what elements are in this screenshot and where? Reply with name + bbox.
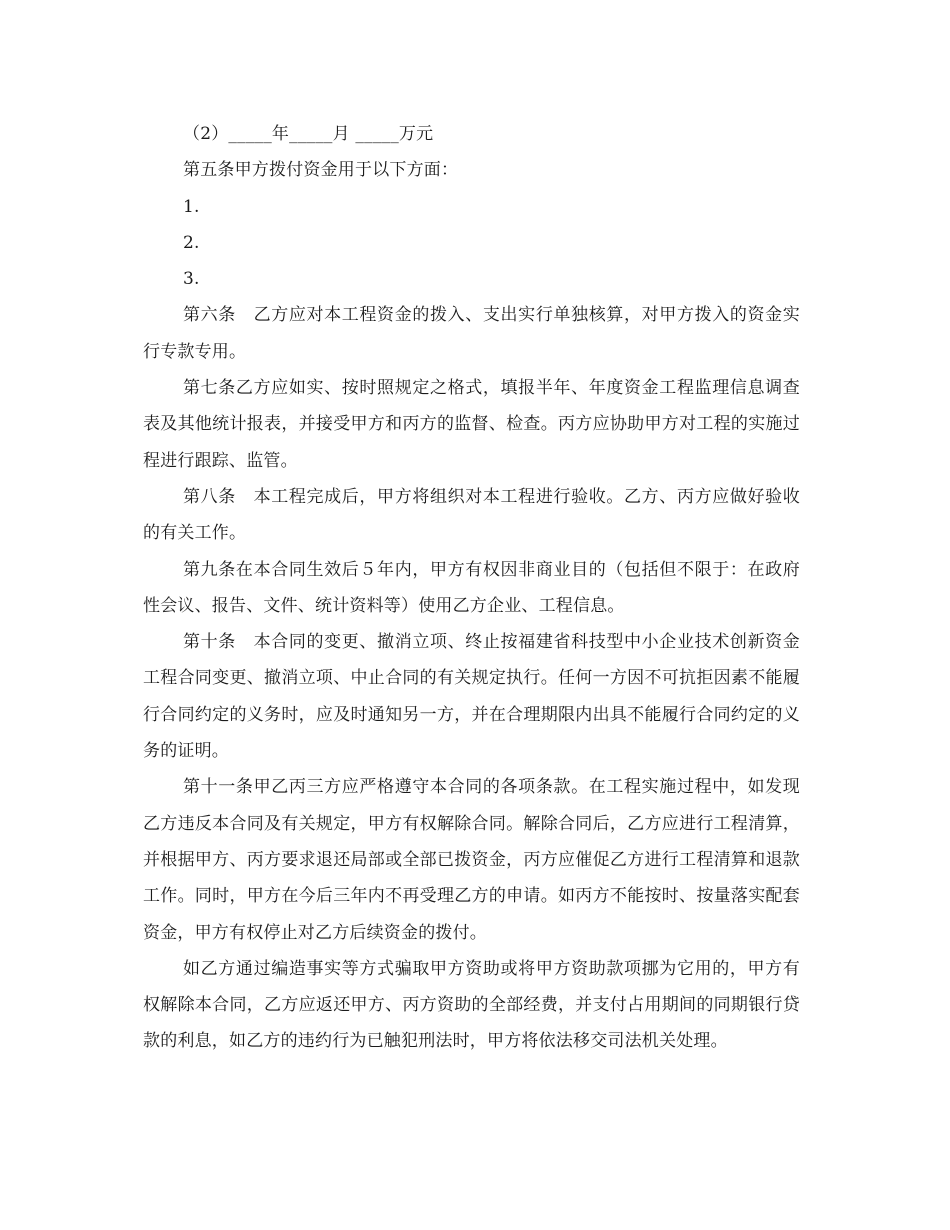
paragraph-installment-2: （2）_____年_____月 _____万元 [183, 124, 434, 144]
paragraph-fraud-clause: 如乙方通过编造事实等方式骗取甲方资助或将甲方资助款项挪为它用的，甲方有权解除本合同，乙方应返还甲方、丙方资助的全部经费，并支付占用期间的同期银行贷款的利息，如乙方的违约行为已触犯刑法时，甲方将依法移交司法机关处理。 [143, 958, 800, 1052]
paragraph-article-10: 第十条 本合同的变更、撤消立项、终止按福建省科技型中小企业技术创新资金工程合同变更、撤消立项、中止合同的有关规定执行。任何一方因不可抗拒因素不能履行合同约定的义务时，应及时通知另一方，并在合理期限内出具不能履行合同约定的义务的证明。 [143, 632, 800, 762]
paragraph-article-11: 第十一条甲乙丙三方应严格遵守本合同的各项条款。在工程实施过程中，如发现乙方违反本合同及有关规定，甲方有权解除合同。解除合同后，乙方应进行工程清算，并根据甲方、丙方要求退还局部或全部已拨资金，丙方应催促乙方进行工程清算和退款工作。同时，甲方在今后三年内不再受理乙方的申请。如丙方不能按时、按量落实配套资金，甲方有权停止对乙方后续资金的拨付。 [143, 777, 800, 943]
list-item-3: 3. [183, 269, 200, 290]
paragraph-article-9: 第九条在本合同生效后５年内，甲方有权因非商业目的（包括但不限于：在政府性会议、报告、文件、统计资料等）使用乙方企业、工程信息。 [143, 559, 800, 616]
paragraph-article-6: 第六条 乙方应对本工程资金的拨入、支出实行单独核算，对甲方拨入的资金实行专款专用。 [143, 305, 800, 362]
document-body [143, 116, 800, 1060]
paragraph-article-5: 第五条甲方拨付资金用于以下方面： [183, 160, 459, 181]
list-item-1: 1. [183, 196, 200, 217]
list-item-2: 2. [183, 232, 200, 253]
paragraph-article-7: 第七条乙方应如实、按时照规定之格式，填报半年、年度资金工程监理信息调查表及其他统计报表，并接受甲方和丙方的监督、检查。丙方应协助甲方对工程的实施过程进行跟踪、监管。 [143, 378, 800, 471]
paragraph-article-8: 第八条 本工程完成后，甲方将组织对本工程进行验收。乙方、丙方应做好验收的有关工作。 [143, 486, 800, 544]
